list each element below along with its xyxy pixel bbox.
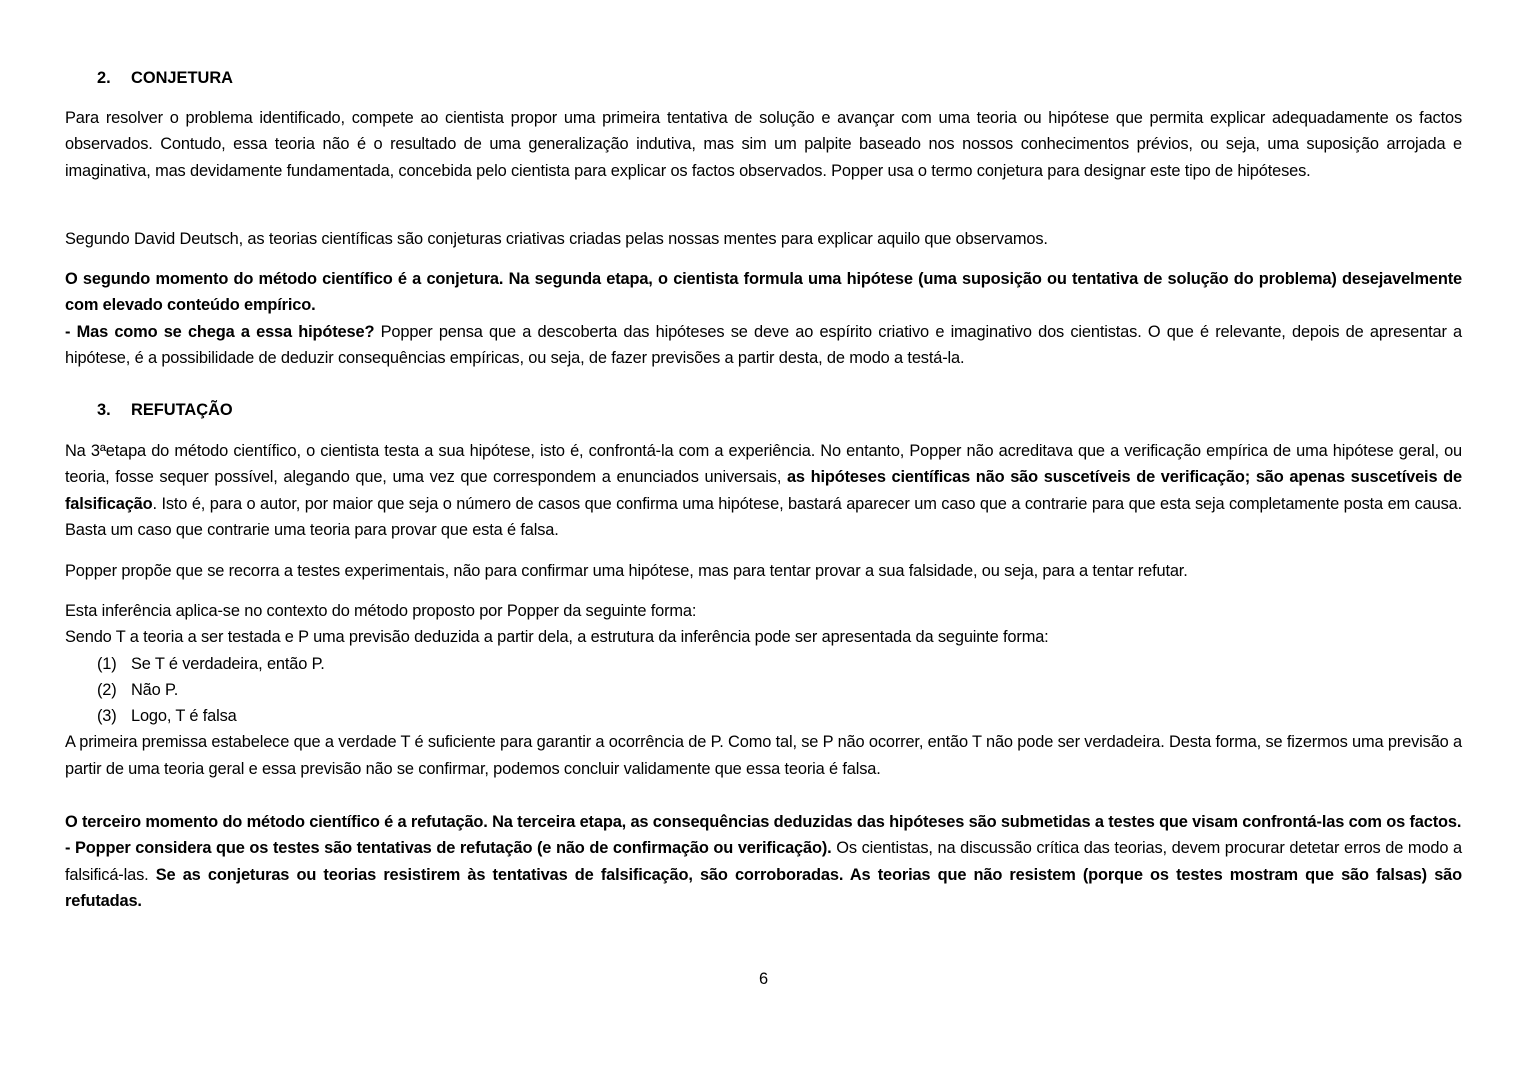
paragraph: - Popper considera que os testes são tentativas de refutação (e não de confirmação ou verificação). Os cientistas, na discussão crítica das teorias, devem procurar detetar erros de modo a falsificá-las. Se as conjeturas ou teorias resistirem às tentativas de falsificação, são corroboradas. As teorias que não resistem (porque os testes mostram que são falsas) são refutadas.: [65, 839, 1462, 910]
paragraph: Para resolver o problema identificado, compete ao cientista propor uma primeira tentativa de solução e avançar com uma teoria ou hipótese que permita explicar adequadamente os factos observados. Contudo, essa teoria não é o resultado de uma generalização indutiva, mas sim um palpite baseado nos nossos conhecimentos prévios, ou seja, uma suposição arrojada e imaginativa, mas devidamente fundamentada, concebida pelo cientista para explicar os factos observados. Popper usa o termo conjetura para designar este tipo de hipóteses.: [65, 109, 1462, 180]
paragraph: Popper propõe que se recorra a testes experimentais, não para confirmar uma hipótese, mas para tentar provar a sua falsidade, ou seja, para a tentar refutar.: [65, 562, 1188, 580]
paragraph: Esta inferência aplica-se no contexto do método proposto por Popper da seguinte forma:: [65, 602, 697, 620]
paragraph-bold: O terceiro momento do método científico é a refutação. Na terceira etapa, as consequências deduzidas das hipóteses são submetidas a testes que visam confrontá-las com os factos.: [65, 813, 1462, 831]
list-item: (2) Não P.: [97, 680, 179, 699]
paragraph: Segundo David Deutsch, as teorias científicas são conjeturas criativas criadas pelas nossas mentes para explicar aquilo que observamos.: [65, 230, 1048, 248]
paragraph: Na 3ªetapa do método científico, o cientista testa a sua hipótese, isto é, confrontá-la com a experiência. No entanto, Popper não acreditava que a verificação empírica de uma hipótese geral, ou teoria, fosse sequer possível, alegando que, uma vez que correspondem a enunciados universais, as hipóteses científicas não são suscetíveis de verificação; são apenas suscetíveis de falsificação. Isto é, para o autor, por maior que seja o número de casos que confirma uma hipótese, bastará aparecer um caso que a contrarie para que esta seja completamente posta em causa. Basta um caso que contrarie uma teoria para provar que esta é falsa.: [65, 442, 1462, 539]
list-item: (1) Se T é verdadeira, então P.: [97, 654, 325, 673]
section-heading-conjetura: 2. CONJETURA: [97, 69, 233, 87]
list-item: (3) Logo, T é falsa: [97, 707, 237, 726]
paragraph-group: [65, 598, 1462, 782]
paragraph-group: [65, 809, 1462, 914]
paragraph: A primeira premissa estabelece que a verdade T é suficiente para garantir a ocorrência de P. Como tal, se P não ocorrer, então T não pode ser verdadeira. Desta forma, se fizermos uma previsão a partir de uma teoria geral e essa previsão não se confirmar, podemos concluir validamente que essa teoria é falsa.: [65, 733, 1462, 778]
paragraph-group: [65, 266, 1462, 371]
page-number: 6: [758, 970, 769, 988]
paragraph: Sendo T a teoria a ser testada e P uma previsão deduzida a partir dela, a estrutura da inferência pode ser apresentada da seguinte forma:: [65, 628, 1049, 647]
section-heading-refutacao: 3. REFUTAÇÃO: [97, 401, 233, 419]
paragraph-bold: O segundo momento do método científico é a conjetura. Na segunda etapa, o cientista formula uma hipótese (uma suposição ou tentativa de solução do problema) desejavelmente com elevado conteúdo empírico.: [65, 270, 1462, 315]
paragraph: - Mas como se chega a essa hipótese? Popper pensa que a descoberta das hipóteses se deve ao espírito criativo e imaginativo dos cientistas. O que é relevante, depois de apresentar a hipótese, é a possibilidade de deduzir consequências empíricas, ou seja, de fazer previsões a partir desta, de modo a testá-la.: [65, 322, 1463, 367]
